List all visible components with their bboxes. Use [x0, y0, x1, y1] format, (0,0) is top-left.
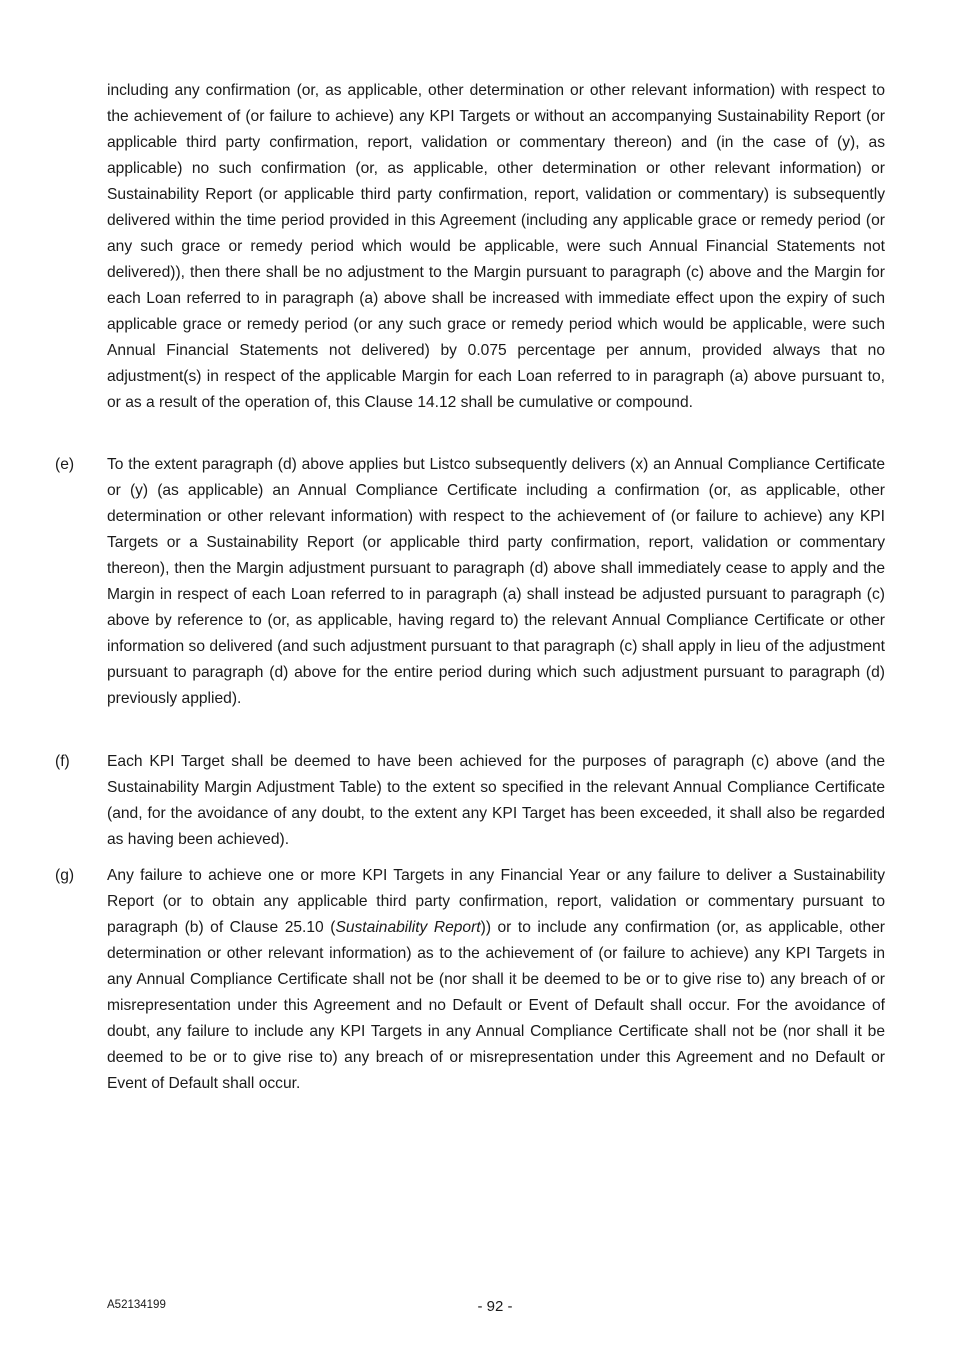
continued-paragraph: including any confirmation (or, as applicable, other determination or other relevant information) with respect to the achievement of (or failure to achieve) any KPI Targets or without an accompanying Sustainability Report (or applicable third party confirmation, report, validation or commentary thereon) and (in the case of (y), as applicable) no such confirmation (or, as applicable, other determination or other relevant information) or Sustainability Report (or applicable third party confirmation, report, validation or commentary) is subsequently delivered within the time period provided in this Agreement (including any applicable grace or remedy period (or any such grace or remedy period which would be applicable, were such Annual Financial Statements not delivered)), then there shall be no adjustment to the Margin pursuant to paragraph (c) above and the Margin for each Loan referred to in paragraph (a) above shall be increased with immediate effect upon the expiry of such applicable grace or remedy period (or any such grace or remedy period which would be applicable, were such Annual Financial Statements not delivered) by 0.075 percentage per annum, provided always that no adjustment(s) in respect of the applicable Margin for each Loan referred to in paragraph (a) above pursuant to, or as a result of the operation of, this Clause 14.12 shall be cumulative or compound. — [107, 82, 885, 411]
item-text-italic: Sustainability Report — [335, 919, 481, 936]
item-label: (e) — [55, 456, 75, 473]
page-number: - 92 - — [477, 1298, 513, 1315]
item-text — [107, 863, 885, 1097]
list-item-f — [55, 749, 885, 853]
list-item-g — [55, 863, 885, 1097]
item-label: (g) — [55, 867, 75, 884]
item-text: To the extent paragraph (d) above applies but Listco subsequently delivers (x) an Annual Compliance Certificate or (y) (as applicable) an Annual Compliance Certificate including a confirmation (or, as applicable, other determination or other relevant information) with respect to the achievement of (or failure to achieve) any KPI Targets or a Sustainability Report (or applicable third party confirmation, report, validation or commentary thereon), then the Margin adjustment pursuant to paragraph (d) above shall immediately cease to apply and the Margin in respect of each Loan referred to in paragraph (a) shall instead be adjusted pursuant to paragraph (c) above by reference to (or, as applicable, having regard to) the relevant Annual Compliance Certificate or other information so delivered (and such adjustment pursuant to that paragraph (c) shall apply in lieu of the adjustment pursuant to paragraph (d) above for the entire period during which such adjustment pursuant to paragraph (d) previously applied). — [107, 456, 885, 707]
document-reference: A52134199 — [107, 1299, 166, 1311]
list-item-e — [55, 452, 885, 712]
item-text-part: Any failure to achieve one or more KPI Targets in any Financial Year or any failure to deliver a Sustainability Report (or to obtain any applicable third party confirmation, report, validation or commentary pursuant to paragraph (b) of Clause 25.10 ( — [107, 867, 885, 936]
item-label: (f) — [55, 753, 70, 770]
item-text: Each KPI Target shall be deemed to have been achieved for the purposes of paragraph (c) above (and the Sustainability Margin Adjustment Table) to the extent so specified in the relevant Annual Compliance Certificate (and, for the avoidance of any doubt, to the extent any KPI Target has been exceeded, it shall also be regarded as having been achieved). — [107, 753, 885, 848]
item-text-part: )) or to include any confirmation (or, as applicable, other determination or other relevant information) as to the achievement of (or failure to achieve) any KPI Targets in any Annual Compliance Certificate shall not be (nor shall it be deemed to be or to give rise to) any breach of or misrepresentation under this Agreement and no Default or Event of Default shall occur. For the avoidance of doubt, any failure to include any KPI Targets in any Annual Compliance Certificate shall not be (nor shall it be deemed to be or to give rise to) any breach of or misrepresentation under this Agreement and no Default or Event of Default shall occur. — [107, 919, 885, 1092]
